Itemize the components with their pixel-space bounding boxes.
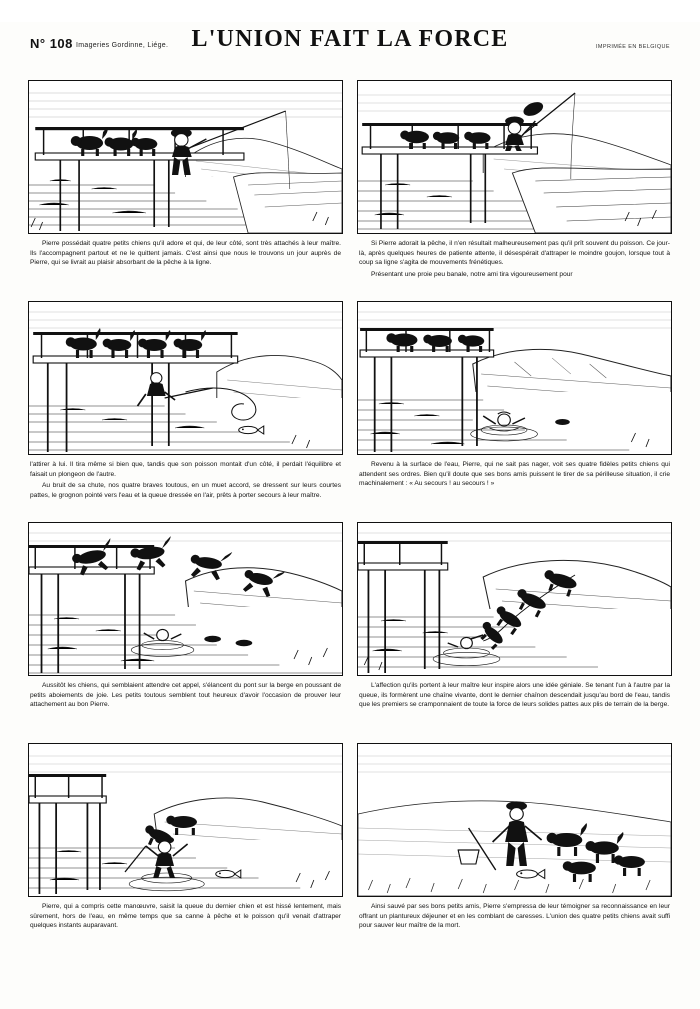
- issue-number: N° 108: [30, 36, 73, 51]
- caption-4: [357, 455, 672, 518]
- comic-panel-1: [28, 80, 343, 234]
- comic-panel-5: [28, 522, 343, 676]
- comic-cell-4: [357, 301, 672, 518]
- caption-2: [357, 234, 672, 297]
- scene-boy-falls-into-water-fish-flies-out: [29, 302, 342, 454]
- scene-dogs-leap-from-bridge-to-bank: [29, 523, 342, 675]
- scene-pierre-rewards-his-dogs-on-the-bank: [358, 744, 671, 896]
- comic-cell-3: [28, 301, 343, 518]
- comic-cell-1: [28, 80, 343, 297]
- page-title: L'UNION FAIT LA FORCE: [191, 26, 509, 52]
- caption-7-paragraph-1: Pierre, qui a compris cette manœuvre, saisit la queue du dernier chien et est hissé lentement, mais sûrement, hors de l'eau, en même temps que sa canne à pêche et le poisson qu'il venait d'attraper quelques instants auparavant.: [30, 903, 341, 930]
- caption-6-paragraph-1: L'affection qu'ils portent à leur maître leur inspire alors une idée géniale. Se tenant l'un à l'autre par la queue, ils formèrent une chaîne vivante, dont le dernier chaînon descendait jusqu'au bord de l'eau, tandis que les premiers se cramponnaient de toute la force de leurs solides pattes aux plis de terrain de la berge.: [359, 682, 670, 709]
- caption-3-paragraph-1: l'attirer à lui. Il tira même si bien que, tandis que son poisson montait d'un côté, il perdait l'équilibre et faisait un plongeon de l'autre.: [30, 461, 341, 478]
- comic-cell-7: [28, 743, 343, 960]
- scene-boy-surfacing-in-water-calling-for-help: [358, 302, 671, 454]
- comic-cell-2: [357, 80, 672, 297]
- caption-8-paragraph-1: Ainsi sauvé par ses bons petits amis, Pierre s'empressa de leur témoigner sa reconnaissance en leur offrant un plantureux déjeuner et en les comblant de caresses. L'union des quatre petits chiens avait suffi pour sauver leur maître de la mort.: [359, 903, 670, 930]
- page-header: [30, 22, 670, 74]
- comic-panel-3: [28, 301, 343, 455]
- comic-cell-6: [357, 522, 672, 739]
- caption-2-paragraph-2: Présentant une proie peu banale, notre ami tira vigoureusement pour: [371, 270, 573, 278]
- comic-panel-4: [357, 301, 672, 455]
- caption-3-paragraph-2: Au bruit de sa chute, nos quatre braves toutous, en un muet accord, se dressent sur leurs courtes pattes, le grognon pointé vers l'eau et la queue dressée en l'air, prêts à porter secours à leur maître.: [30, 482, 341, 499]
- caption-5-paragraph-1: Aussitôt les chiens, qui semblaient attendre cet appel, s'élancent du pont sur la berge en poussant de petits aboiements de joie. Les petits toutous semblent tout heureux d'avoir l'occasion de prouver leur attachement au bon Pierre.: [30, 682, 341, 709]
- scene-boy-hooks-a-gudgeon-line-jerking: [358, 81, 671, 233]
- caption-3: [28, 455, 343, 518]
- comic-panel-6: [357, 522, 672, 676]
- caption-2-paragraph-1: Si Pierre adorait la pêche, il n'en résultait malheureusement pas qu'il prît souvent du poisson. Ce jour-là, après quelques heures de patiente attente, il désespérait d'attraper le moindre goujon, lorsque tout à coup sa ligne s'agita de mouvements frénétiques.: [359, 240, 670, 267]
- caption-4-paragraph-1: Revenu à la surface de l'eau, Pierre, qui ne sait pas nager, voit ses quatre fidèles petits chiens qui attendent ses ordres. Bien qu'il doute que ses bons amis puissent le tirer de sa périlleuse situation, il crie machinalement : « Au secours ! au secours ! »: [359, 461, 670, 488]
- comic-panel-8: [357, 743, 672, 897]
- caption-6: [357, 676, 672, 739]
- comic-panel-grid: [28, 80, 672, 960]
- comic-page: [0, 22, 700, 1009]
- scene-pierre-pulled-out-of-water-holding-last-dogs-tail: [29, 744, 342, 896]
- printed-in-belgium-note: IMPRIMÉE EN BELGIQUE: [595, 44, 670, 50]
- caption-1: [28, 234, 343, 297]
- caption-1-paragraph-1: Pierre possédait quatre petits chiens qu'il adore et qui, de leur côté, sont très attachés à leur maître. Ils l'accompagnent partout et ne le quittent jamais. C'est ainsi que nous le trouvons un jour auprès de Pierre, qui se livrait au plaisir absorbant de la pêche à la ligne.: [30, 240, 341, 267]
- caption-5: [28, 676, 343, 739]
- caption-7: [28, 897, 343, 960]
- scene-dogs-form-living-chain-down-the-bank: [358, 523, 671, 675]
- comic-cell-5: [28, 522, 343, 739]
- publisher-imprint: Imageries Gordinne, Liége.: [76, 42, 169, 49]
- caption-8: [357, 897, 672, 960]
- comic-panel-2: [357, 80, 672, 234]
- comic-panel-7: [28, 743, 343, 897]
- comic-cell-8: [357, 743, 672, 960]
- scene-boy-fishing-from-bridge-with-four-dogs: [29, 81, 342, 233]
